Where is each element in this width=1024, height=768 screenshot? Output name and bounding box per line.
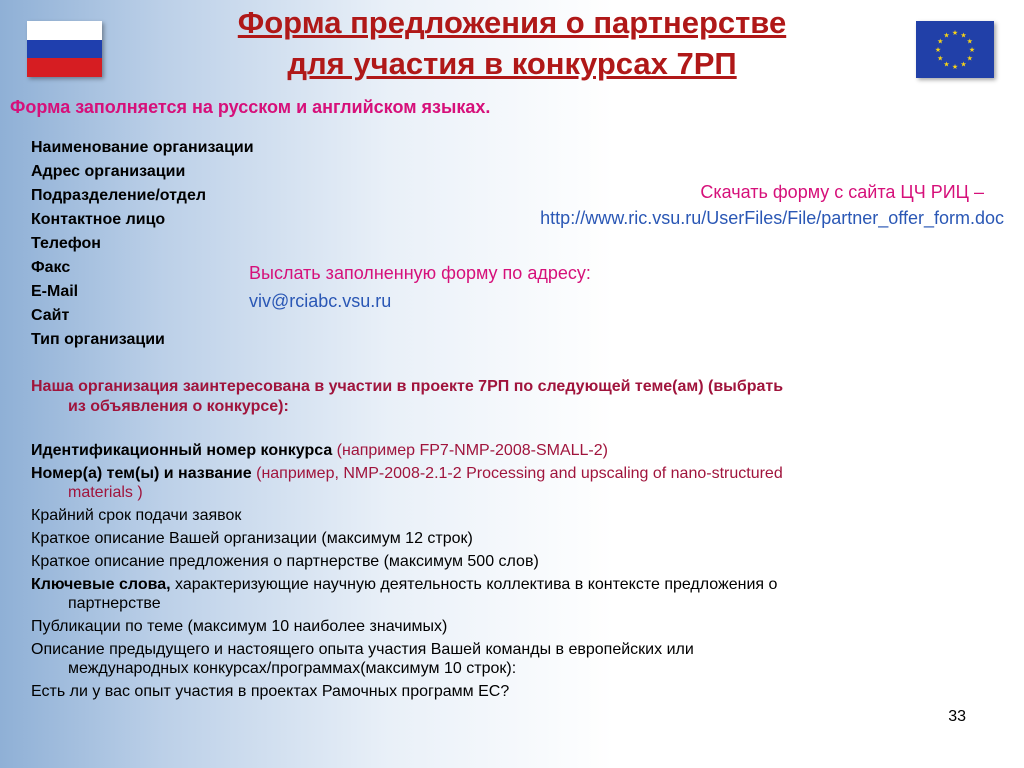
item-rest-cont: партнерстве: [68, 595, 161, 612]
eu-star-icon: ★: [966, 37, 973, 46]
list-item-publications: Публикации по теме (максимум 10 наиболее значимых): [31, 618, 448, 635]
field-org-name: Наименование организации: [31, 139, 254, 156]
eu-star-icon: ★: [951, 29, 959, 37]
list-item-deadline: Крайний срок подачи заявок: [31, 507, 242, 524]
list-item-experience: [31, 640, 981, 678]
field-org-type: Тип организации: [31, 331, 165, 348]
item-hint: (например, NMP-2008-2.1-2 Processing and upscaling of nano-structured: [256, 465, 783, 482]
eu-star-icon: ★: [937, 54, 944, 63]
eu-star-icon: ★: [960, 60, 967, 69]
eu-flag-icon: [916, 21, 994, 78]
send-label: Выслать заполненную форму по адресу:: [249, 263, 591, 283]
list-item-keywords: [31, 575, 981, 613]
page-title-line-1: Форма предложения о партнерстве: [237, 5, 787, 40]
requirements-list: [31, 441, 981, 705]
interest-line-1: Наша организация заинтересована в участии в проекте 7РП по следующей теме(ам) (выбрать: [31, 378, 784, 395]
page-title-line-2: для участия в конкурсах 7РП: [287, 46, 737, 81]
field-email: E-Mail: [31, 283, 79, 300]
field-org-address: Адрес организации: [31, 163, 186, 180]
eu-star-icon: ★: [934, 46, 942, 54]
form-fields-list: [31, 138, 254, 354]
page-number: 33: [948, 708, 966, 725]
field-contact: Контактное лицо: [31, 211, 166, 228]
download-link[interactable]: http://www.ric.vsu.ru/UserFiles/File/partner_offer_form.doc: [540, 208, 1004, 228]
download-label: Скачать форму с сайта ЦЧ РИЦ –: [700, 182, 984, 202]
eu-star-icon: ★: [937, 37, 944, 46]
eu-star-icon: ★: [951, 63, 959, 71]
flag-stripe-blue: [27, 40, 102, 59]
item-line-2: международных конкурсах/программах(максимум 10 строк):: [68, 660, 517, 677]
item-line-1: Описание предыдущего и настоящего опыта участия Вашей команды в европейских или: [31, 641, 694, 658]
eu-star-icon: ★: [943, 31, 950, 40]
field-fax: Факс: [31, 259, 71, 276]
eu-star-icon: ★: [966, 54, 973, 63]
eu-star-icon: ★: [960, 31, 967, 40]
item-hint: (например FP7-NMP-2008-SMALL-2): [336, 442, 608, 459]
list-item-fp-experience: Есть ли у вас опыт участия в проектах Рамочных программ ЕС?: [31, 683, 510, 700]
item-label: Номер(а) тем(ы) и название: [31, 465, 257, 482]
eu-star-icon: ★: [943, 60, 950, 69]
list-item-topic: [31, 464, 981, 502]
flag-stripe-red: [27, 58, 102, 77]
item-hint-cont: materials ): [68, 484, 143, 501]
item-rest: характеризующие научную деятельность коллектива в контексте предложения о: [170, 576, 778, 593]
subtitle: Форма заполняется на русском и английском языках.: [10, 97, 491, 117]
list-item-offer-desc: Краткое описание предложения о партнерстве (максимум 500 слов): [31, 553, 539, 570]
list-item-org-desc: Краткое описание Вашей организации (максимум 12 строк): [31, 530, 473, 547]
list-item-contest-id: [31, 441, 981, 460]
interest-paragraph: [31, 377, 981, 417]
item-label: Ключевые слова,: [31, 576, 171, 593]
field-site: Сайт: [31, 307, 70, 324]
item-label: Идентификационный номер конкурса: [31, 442, 337, 459]
field-department: Подразделение/отдел: [31, 187, 207, 204]
send-email-link[interactable]: viv@rciabc.vsu.ru: [249, 291, 392, 311]
interest-line-2: из объявления о конкурсе):: [68, 398, 289, 415]
russia-flag-icon: [27, 21, 102, 77]
field-phone: Телефон: [31, 235, 101, 252]
eu-stars-icon: [916, 21, 994, 78]
flag-stripe-white: [27, 21, 102, 40]
eu-star-icon: ★: [968, 46, 976, 54]
